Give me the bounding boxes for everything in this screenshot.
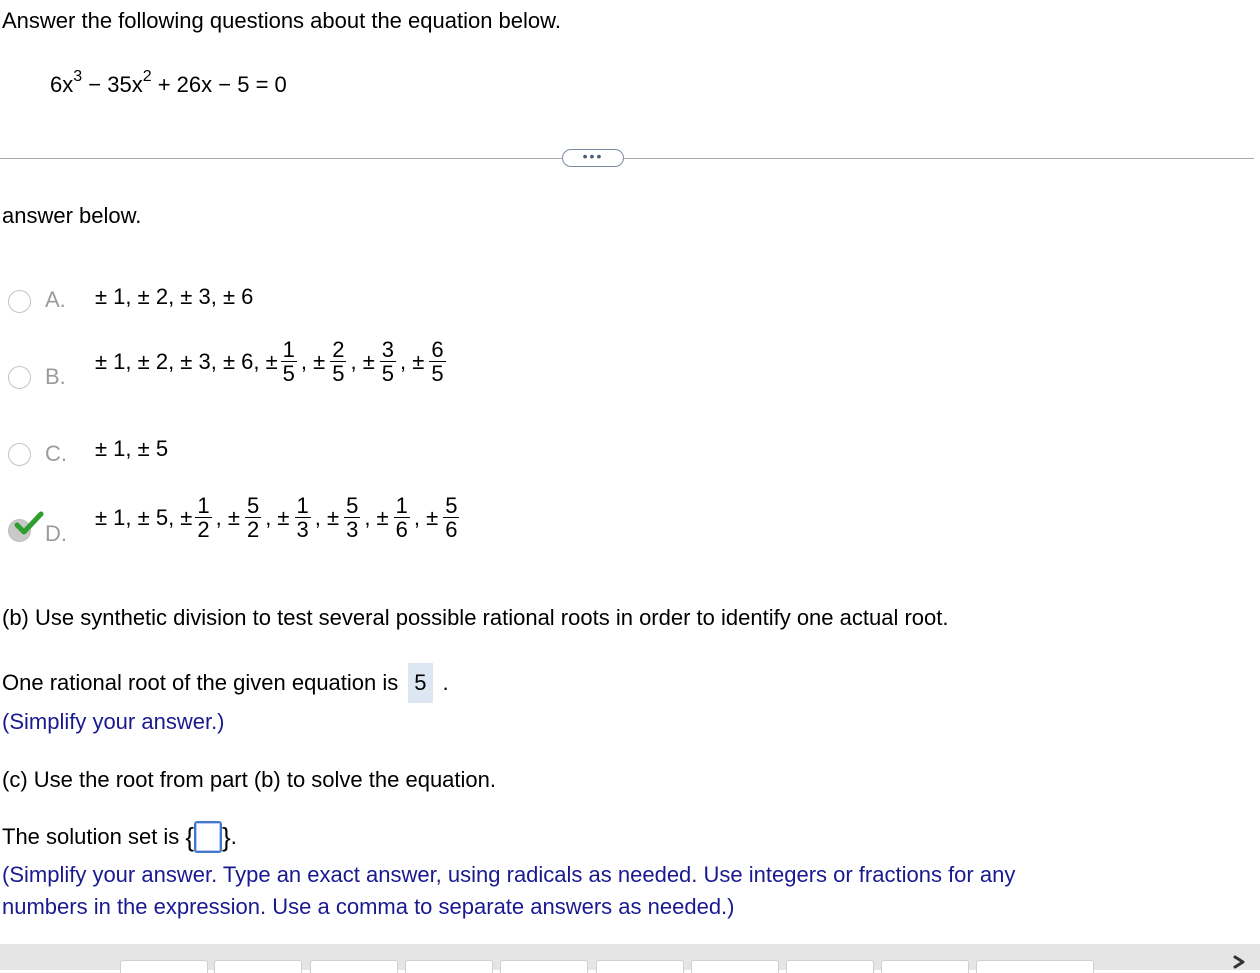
option-a-letter[interactable]: A. [45,287,66,312]
fraction-numerator: 1 [282,337,295,362]
fraction [380,338,396,385]
equation-term-3: + 26x − 5 = 0 [151,72,287,97]
fraction [245,494,261,541]
equation-exponent-2: 2 [142,67,152,85]
fraction [394,494,410,541]
separator: , ± [314,504,340,530]
fraction-numerator: 2 [332,337,345,362]
fraction-numerator: 1 [197,493,210,518]
toolbar-button[interactable] [976,960,1094,973]
option-d-text[interactable] [95,494,462,541]
option-d-letter[interactable]: D. [45,521,67,546]
separator: , ± [215,504,240,530]
math-toolbar [0,944,1260,970]
fraction-denominator: 6 [445,517,458,542]
fraction-numerator: 1 [296,493,309,518]
fraction-numerator: 3 [381,337,395,362]
part-a-tail-text: answer below. [2,203,142,228]
option-b-letter[interactable]: B. [45,364,66,389]
option-c-letter[interactable]: C. [45,441,67,466]
toolbar-button[interactable] [596,960,684,973]
radio-circle-icon [8,290,31,313]
part-b-answer-line [2,663,449,703]
option-c-radio[interactable] [8,443,31,466]
fraction-numerator: 1 [395,493,408,518]
part-c-answer-suffix: . [230,824,237,849]
fraction [429,338,445,385]
equation-term-1: 6x [50,72,74,97]
checkmark-icon [14,511,44,537]
fraction-denominator: 2 [197,517,210,542]
separator: , ± [364,504,389,530]
part-b-answer-value[interactable]: 5 [408,663,432,703]
option-b-integers: ± 1, ± 2, ± 3, ± 6, ± [95,348,278,374]
toolbar-button[interactable] [500,960,588,973]
option-c-integers: ± 1, ± 5 [95,436,169,461]
option-b-radio[interactable] [8,366,31,389]
part-c-prompt: (c) Use the root from part (b) to solve the equation. [2,767,497,792]
toolbar-button[interactable] [120,960,208,973]
fraction-numerator: 6 [431,337,444,362]
toolbar-button[interactable] [310,960,398,973]
toolbar-button[interactable] [214,960,302,973]
fraction [443,494,459,541]
fraction-denominator: 5 [431,361,444,386]
equation-exponent-1: 3 [73,67,83,85]
fraction [295,494,311,541]
part-c-hint-line-2: numbers in the expression. Use a comma to separate answers as needed.) [2,894,735,919]
fraction-numerator: 5 [246,493,260,518]
expand-more-button[interactable]: ••• [562,149,624,167]
brace-close: } [222,822,231,852]
separator: , ± [413,504,439,530]
fraction-denominator: 2 [246,517,260,542]
separator: , ± [400,348,425,374]
radio-circle-icon [8,443,31,466]
fraction-numerator: 5 [445,493,458,518]
part-c-hint-line-1: (Simplify your answer. Type an exact answer, using radicals as needed. Use integers or fractions for any [2,862,1016,887]
fraction [330,338,346,385]
option-a-radio[interactable] [8,290,31,313]
fraction [195,494,211,541]
part-b-answer-suffix: . [442,670,449,695]
toolbar-button[interactable] [881,960,969,973]
part-b-hint: (Simplify your answer.) [2,709,225,734]
fraction-numerator: 5 [346,493,359,518]
option-a-integers: ± 1, ± 2, ± 3, ± 6 [95,284,254,309]
equation-term-2: − 35x [82,72,143,97]
option-c-text[interactable] [95,436,168,462]
instruction-text: Answer the following questions about the equation below. [2,8,561,33]
toolbar-button[interactable] [691,960,779,973]
fraction [281,338,297,385]
fraction-denominator: 5 [381,361,395,386]
fraction-denominator: 5 [282,361,295,386]
section-divider [0,158,1254,159]
part-c-answer-prefix: The solution set is [2,824,180,849]
equation [50,67,287,98]
part-b-answer-prefix: One rational root of the given equation is [2,670,399,695]
separator: , ± [265,504,290,530]
fraction-denominator: 3 [296,517,309,542]
option-a-text[interactable] [95,284,253,310]
fraction-denominator: 3 [346,517,359,542]
separator: , ± [300,348,326,374]
toolbar-button[interactable] [405,960,493,973]
fraction-denominator: 6 [395,517,408,542]
separator: , ± [350,348,375,374]
fraction [344,494,360,541]
radio-circle-icon [8,366,31,389]
solution-set-input[interactable] [194,821,222,853]
option-d-integers: ± 1, ± 5, ± [95,504,193,530]
chevron-right-icon[interactable] [1232,955,1248,969]
fraction-denominator: 5 [332,361,345,386]
toolbar-button[interactable] [786,960,874,973]
brace-open: { [185,822,194,852]
option-b-text[interactable] [95,338,449,385]
part-b-prompt: (b) Use synthetic division to test several possible rational roots in order to identify one actual root. [2,605,949,630]
part-c-answer-line [2,820,237,854]
